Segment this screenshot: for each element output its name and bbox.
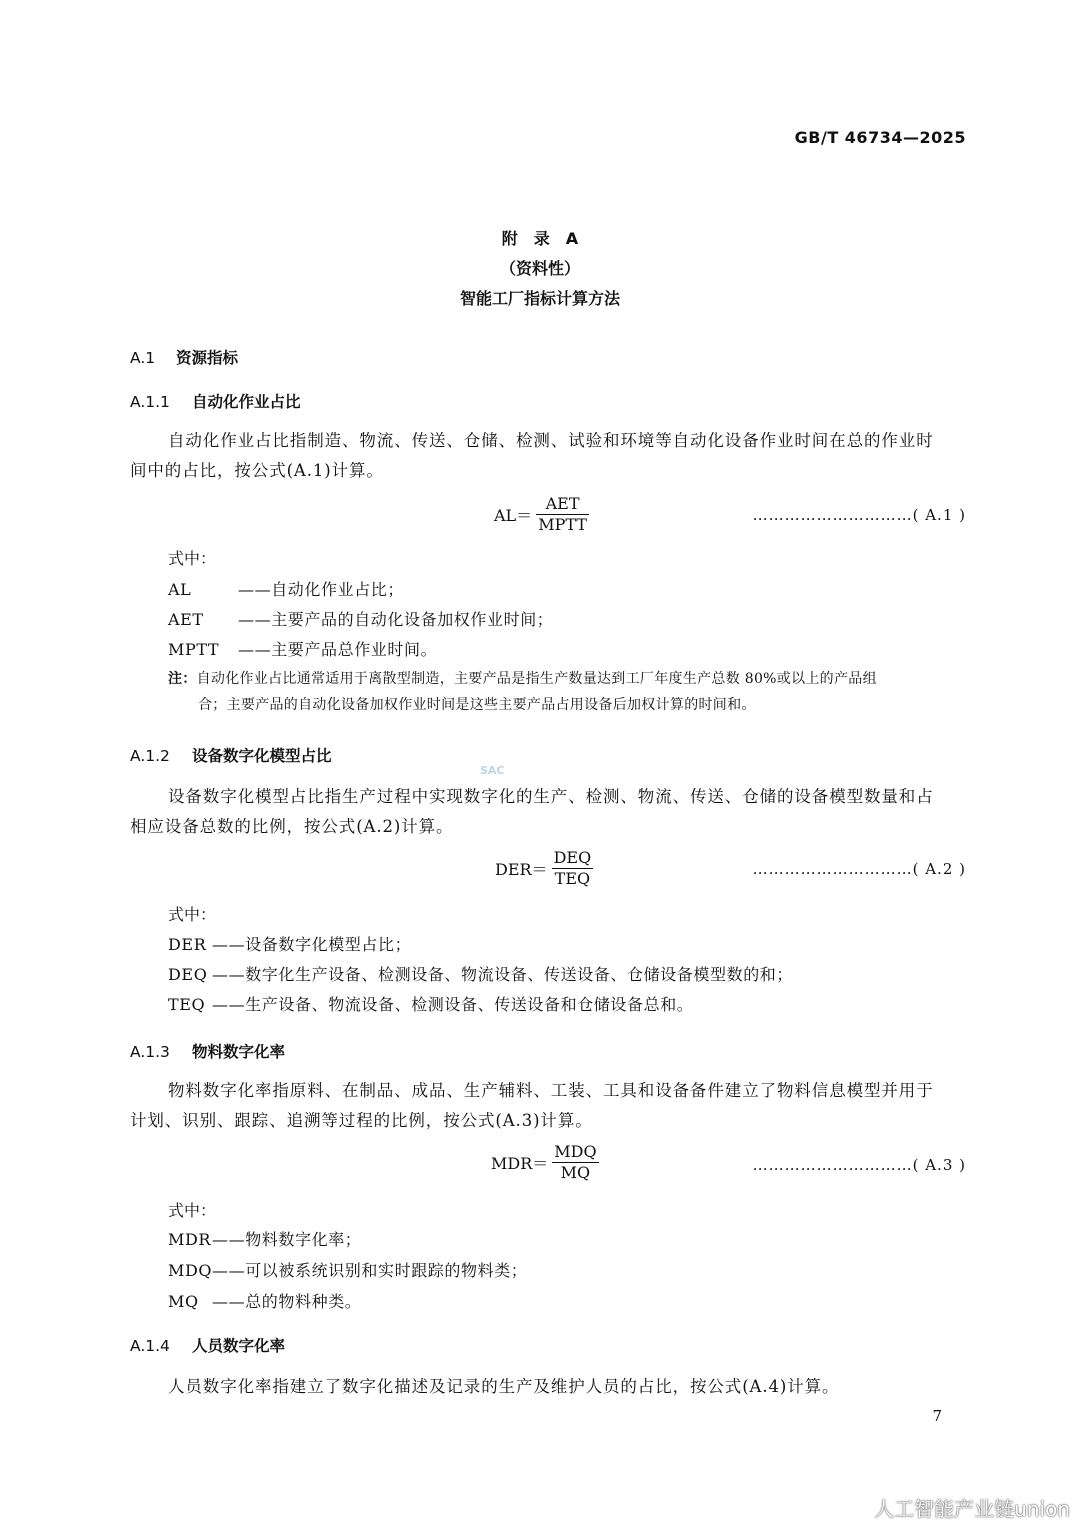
- section-a11-heading: A.1.1 自动化作业占比: [130, 393, 301, 411]
- sac-watermark: SAC: [480, 764, 505, 777]
- section-a14-heading: A.1.4 人员数字化率: [130, 1337, 286, 1355]
- brand-watermark: 人工智能产业链union: [874, 1497, 1070, 1521]
- appendix-title: 智能工厂指标计算方法: [459, 289, 620, 308]
- definition-item: DER ——设备数字化模型占比；: [168, 935, 412, 954]
- standard-number: GB/T 46734—2025: [794, 128, 966, 147]
- definition-item: AL ——自动化作业占比；: [168, 580, 405, 599]
- definition-item: MQ ——总的物料种类。: [168, 1292, 362, 1311]
- section-a11-paragraph: 自动化作业占比指制造、物流、传送、仓储、检测、试验和环境等自动化设备作业时间在总的作业时 间中的占比，按公式(A.1)计算。: [130, 431, 934, 480]
- definition-item: DEQ ——数字化生产设备、检测设备、物流设备、传送设备、仓储设备模型数的和；: [168, 965, 794, 984]
- note: 注：自动化作业占比通常适用于离散型制造，主要产品是指生产数量达到工厂年度生产总数 80%或以上的产品组 合；主要产品的自动化设备加权作业时间是这些主要产品占用设备后加权计算的时间和。: [168, 671, 877, 713]
- where-label: 式中：: [168, 905, 217, 924]
- section-a13-paragraph: 物料数字化率指原料、在制品、成品、生产辅料、工装、工具和设备备件建立了物料信息模型并用于 计划、识别、跟踪、追溯等过程的比例，按公式(A.3)计算。: [130, 1081, 934, 1130]
- definition-item: MDQ——可以被系统识别和实时跟踪的物料类；: [168, 1261, 528, 1280]
- equation-a1: AL＝ $\frac{\text{AET}}{\text{MPTT}}$: [494, 494, 587, 534]
- section-a1-heading: A.1 资源指标: [130, 349, 239, 367]
- equation-a2-number: …………………………( A.2 ): [752, 860, 966, 878]
- equation-a3: MDR＝ $\frac{\text{MDQ}}{MQ}$: [491, 1142, 597, 1182]
- appendix-label: 附 录 A: [501, 229, 579, 248]
- where-label: 式中：: [168, 549, 217, 568]
- equation-a1-number: …………………………( A.1 ): [752, 506, 966, 524]
- page-number: 7: [932, 1407, 942, 1425]
- section-a14-paragraph: 人员数字化率指建立了数字化描述及记录的生产及维护人员的占比，按公式(A.4)计算。: [168, 1377, 840, 1396]
- definition-item: AET ——主要产品的自动化设备加权作业时间；: [168, 610, 554, 629]
- equation-a2: DER＝ $\frac{\text{DEQ}}{\text{TEQ}}$: [495, 848, 592, 888]
- section-a12-heading: A.1.2 设备数字化模型占比: [130, 747, 332, 765]
- equation-a3-number: …………………………( A.3 ): [752, 1156, 966, 1174]
- section-a12-paragraph: 设备数字化模型占比指生产过程中实现数字化的生产、检测、物流、传送、仓储的设备模型数量和占 相应设备总数的比例，按公式(A.2)计算。: [130, 787, 934, 836]
- section-a13-heading: A.1.3 物料数字化率: [130, 1043, 286, 1061]
- where-label: 式中：: [168, 1201, 217, 1220]
- definition-item: MDR——物料数字化率；: [168, 1230, 362, 1249]
- definition-item: TEQ ——生产设备、物流设备、检测设备、传送设备和仓储设备总和。: [168, 995, 694, 1014]
- appendix-type: （资料性）: [499, 259, 580, 278]
- definition-item: MPTT ——主要产品总作业时间。: [168, 640, 438, 659]
